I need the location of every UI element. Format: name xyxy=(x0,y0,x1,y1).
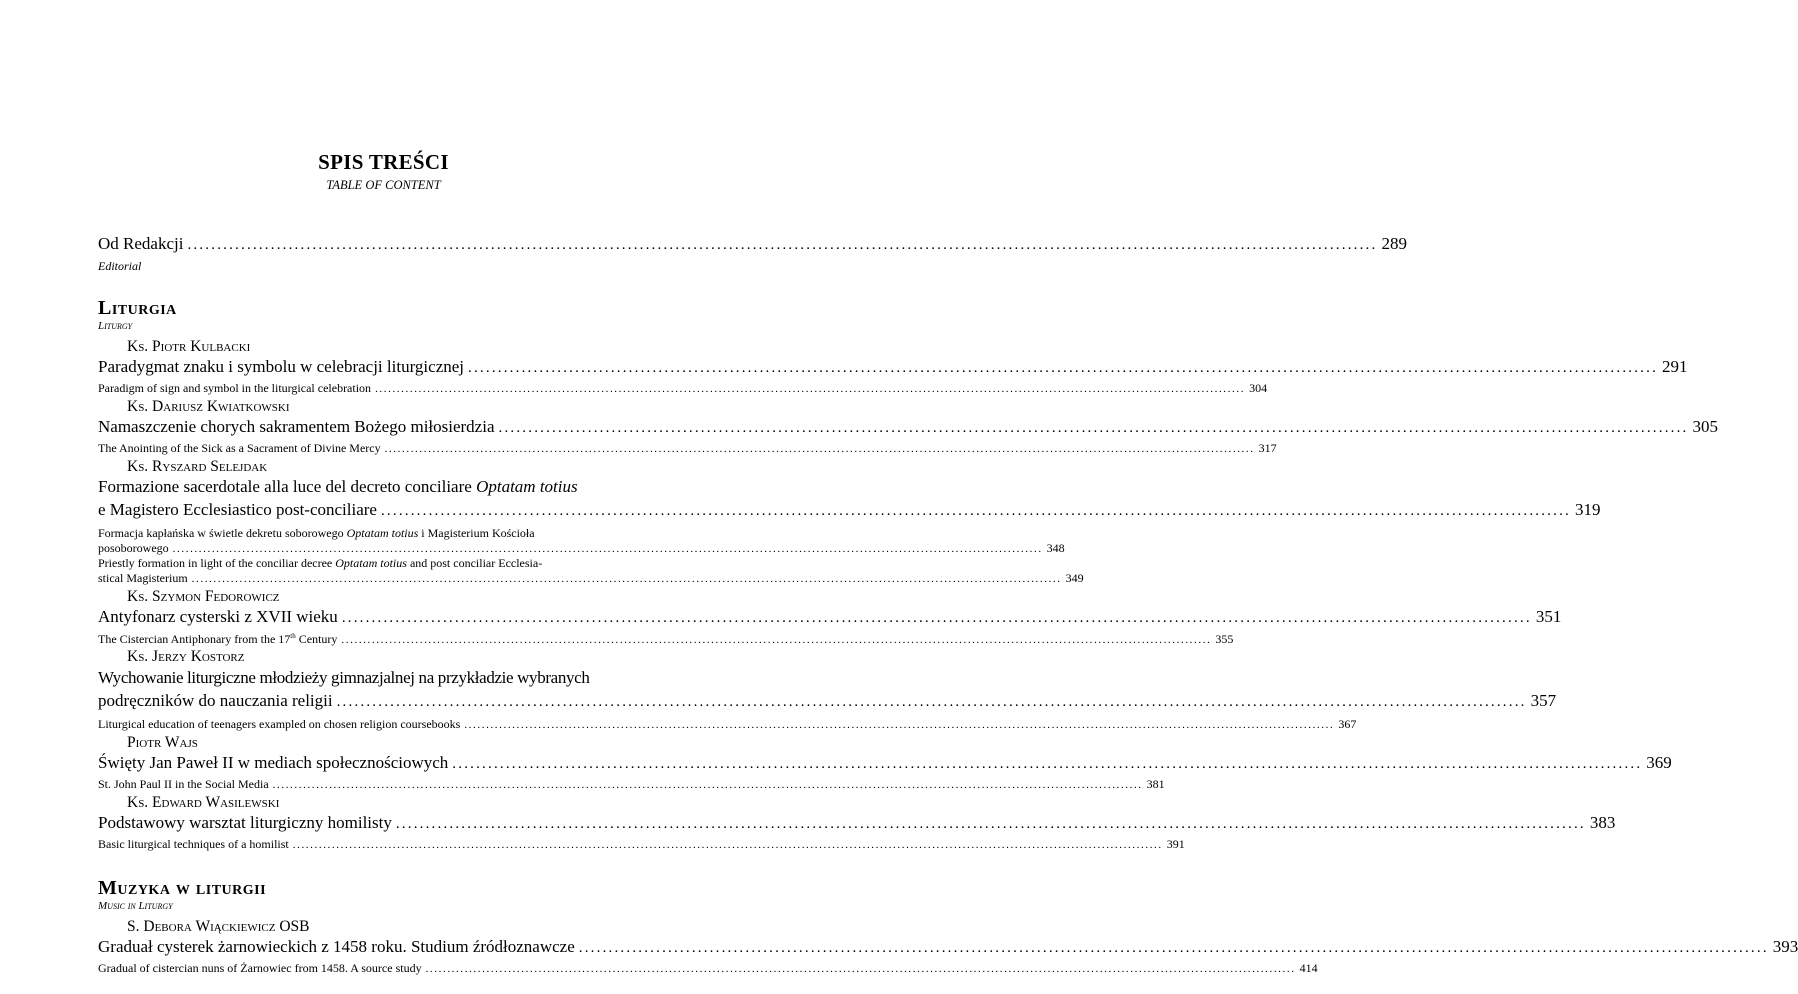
entry-title: Graduał cysterek żarnowieckich z 1458 roku. Studium źródłoznawcze xyxy=(98,937,575,956)
entry-page: 414 xyxy=(1299,961,1318,975)
leader-dots: ........................................................................................................................................................................................................ xyxy=(187,237,1378,253)
entry-page: 357 xyxy=(1530,691,1557,710)
entry-title: Podstawowy warsztat liturgiczny homilisty xyxy=(98,813,392,832)
entry-title-line: Formazione sacerdotale alla luce del decreto conciliare Optatam totius xyxy=(98,477,578,496)
entry-title: Antyfonarz cysterski z XVII wieku xyxy=(98,607,338,626)
toc-entry xyxy=(98,691,1557,711)
entry-page: 369 xyxy=(1646,753,1672,772)
entry-page: 351 xyxy=(1535,607,1562,626)
entry-page: 305 xyxy=(1692,417,1718,436)
entry-page: 381 xyxy=(1146,777,1165,791)
entry-title: e Magistero Ecclesiastico post-conciliare xyxy=(98,500,377,519)
page-subtitle: TABLE OF CONTENT xyxy=(326,178,441,192)
toc-entry xyxy=(98,357,1688,377)
article-author: Ks. Ryszard Selejdak xyxy=(127,458,268,475)
entry-english-title: The Cistercian Antiphonary from the 17th Century xyxy=(98,632,338,646)
entry-page: 319 xyxy=(1574,500,1601,519)
entry-english-title: Basic liturgical techniques of a homilist xyxy=(98,837,289,851)
leader-dots: ........................................................................................................................................................................................................ xyxy=(498,420,1689,436)
toc-entry-english xyxy=(98,961,1318,976)
toc-entry xyxy=(98,500,1601,520)
entry-english-title: stical Magisterium xyxy=(98,571,188,585)
entry-english-title-line: Priestly formation in light of the conciliar decree Optatam totius and post conciliar Ecclesia- xyxy=(98,556,543,570)
section-subheading: Liturgy xyxy=(98,320,133,332)
entry-english-title: Editorial xyxy=(98,259,142,273)
article-author: Ks. Edward Wasilewski xyxy=(127,794,280,811)
toc-entry xyxy=(98,607,1562,627)
leader-dots: ........................................................................................................................................................................................................ xyxy=(172,543,1043,555)
entry-title: podręczników do nauczania religii xyxy=(98,691,333,710)
entry-page: 391 xyxy=(1166,837,1185,851)
leader-dots: ........................................................................................................................................................................................................ xyxy=(191,573,1062,585)
leader-dots: ........................................................................................................................................................................................................ xyxy=(384,443,1255,455)
toc-entry-english xyxy=(98,717,1357,732)
entry-polish-title-line: Formacja kapłańska w świetle dekretu soborowego Optatam totius i Magisterium Kościoła xyxy=(98,526,535,540)
entry-english-title: St. John Paul II in the Social Media xyxy=(98,777,269,791)
entry-english-title: Paradigm of sign and symbol in the liturgical celebration xyxy=(98,381,372,395)
entry-title-line: Wychowanie liturgiczne młodzieży gimnazjalnej na przykładzie wybranych xyxy=(98,668,590,687)
toc-entry-english xyxy=(98,571,1084,586)
leader-dots: ........................................................................................................................................................................................................ xyxy=(452,756,1643,772)
leader-dots: ........................................................................................................................................................................................................ xyxy=(380,503,1571,519)
leader-dots: ........................................................................................................................................................................................................ xyxy=(578,940,1769,956)
toc-entry-editorial xyxy=(98,234,1407,254)
toc-entry-polish xyxy=(98,541,1065,556)
page-title: SPIS TREŚCI xyxy=(318,150,449,174)
entry-page: 304 xyxy=(1249,381,1268,395)
leader-dots: ........................................................................................................................................................................................................ xyxy=(272,779,1143,791)
article-author: Ks. Piotr Kulbacki xyxy=(127,338,251,355)
leader-dots: ........................................................................................................................................................................................................ xyxy=(292,839,1163,851)
entry-title: Paradygmat znaku i symbolu w celebracji liturgicznej xyxy=(98,357,465,376)
toc-entry-english xyxy=(98,837,1185,852)
section-heading: Muzyka w liturgii xyxy=(98,877,267,899)
toc-entry xyxy=(98,417,1718,437)
entry-page: 383 xyxy=(1589,813,1616,832)
entry-page: 349 xyxy=(1065,571,1084,585)
toc-entry xyxy=(98,937,1798,957)
leader-dots: ........................................................................................................................................................................................................ xyxy=(336,694,1527,710)
toc-entry-english xyxy=(98,381,1268,396)
entry-polish-title: posoborowego xyxy=(98,541,169,555)
article-author: S. Debora Wiąckiewicz OSB xyxy=(127,918,310,935)
leader-dots: ........................................................................................................................................................................................................ xyxy=(425,963,1296,975)
entry-english-title: The Anointing of the Sick as a Sacrament of Divine Mercy xyxy=(98,441,381,455)
entry-page: 289 xyxy=(1381,234,1407,253)
article-author: Ks. Jerzy Kostorz xyxy=(127,648,245,665)
toc-entry-english xyxy=(98,441,1277,456)
entry-page: 355 xyxy=(1215,632,1234,646)
toc-entry-english xyxy=(98,777,1165,792)
entry-title: Święty Jan Paweł II w mediach społecznościowych xyxy=(98,753,449,772)
entry-page: 317 xyxy=(1258,441,1277,455)
entry-english-title: Gradual of cistercian nuns of Żarnowiec from 1458. A source study xyxy=(98,961,422,975)
toc-entry-english xyxy=(98,632,1234,647)
leader-dots: ........................................................................................................................................................................................................ xyxy=(395,816,1586,832)
leader-dots: ........................................................................................................................................................................................................ xyxy=(341,610,1532,626)
entry-page: 393 xyxy=(1772,937,1798,956)
entry-page: 348 xyxy=(1046,541,1065,555)
entry-page: 291 xyxy=(1662,357,1688,376)
leader-dots: ........................................................................................................................................................................................................ xyxy=(468,360,1659,376)
article-author: Piotr Wajs xyxy=(127,734,198,751)
entry-english-title: Liturgical education of teenagers exampled on chosen religion coursebooks xyxy=(98,717,461,731)
entry-title: Namaszczenie chorych sakramentem Bożego miłosierdzia xyxy=(98,417,495,436)
toc-entry xyxy=(98,753,1672,773)
entry-page: 367 xyxy=(1338,717,1357,731)
leader-dots: ........................................................................................................................................................................................................ xyxy=(464,719,1335,731)
section-heading: Liturgia xyxy=(98,297,177,319)
entry-title: Od Redakcji xyxy=(98,234,184,253)
leader-dots: ........................................................................................................................................................................................................ xyxy=(375,383,1246,395)
section-subheading: Music in Liturgy xyxy=(98,900,173,912)
article-author: Ks. Szymon Fedorowicz xyxy=(127,588,280,605)
leader-dots: ........................................................................................................................................................................................................ xyxy=(341,634,1212,646)
toc-entry xyxy=(98,813,1616,833)
article-author: Ks. Dariusz Kwiatkowski xyxy=(127,398,290,415)
